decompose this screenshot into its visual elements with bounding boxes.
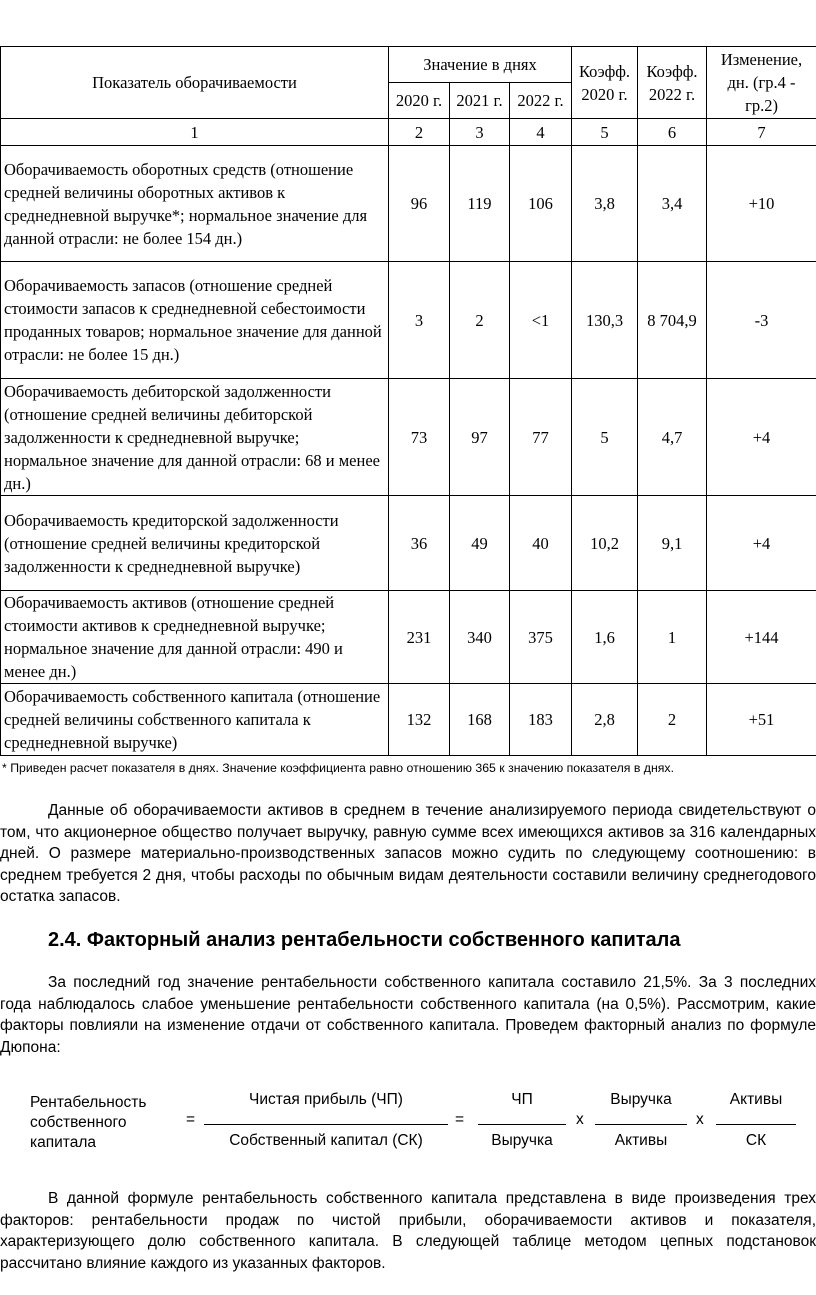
value-cell: 73 bbox=[389, 379, 450, 496]
header-indicator: Показатель оборачиваемости bbox=[1, 47, 389, 119]
value-cell: +51 bbox=[707, 684, 816, 756]
formula-equals: = bbox=[455, 1111, 465, 1128]
value-cell: +4 bbox=[707, 496, 816, 591]
value-cell: <1 bbox=[510, 262, 572, 379]
col-number: 3 bbox=[450, 119, 510, 146]
value-cell: 4,7 bbox=[638, 379, 707, 496]
formula-multiply: x bbox=[576, 1111, 584, 1128]
col-number: 4 bbox=[510, 119, 572, 146]
indicator-cell: Оборачиваемость дебиторской задолженности (отношение средней величины дебиторской задолженности к среднедневной выручке; нормальное значение для данной отрасли: 68 и менее дн.) bbox=[1, 379, 389, 496]
section-heading: 2.4. Факторный анализ рентабельности собственного капитала bbox=[48, 929, 681, 951]
table-row bbox=[1, 684, 816, 756]
header-year-2022: 2022 г. bbox=[510, 83, 572, 119]
fraction-denominator: Собственный капитал (СК) bbox=[229, 1132, 423, 1149]
value-cell: +144 bbox=[707, 591, 816, 684]
value-cell: 97 bbox=[450, 379, 510, 496]
fraction-net-profit-revenue bbox=[478, 1090, 566, 1151]
fraction-net-profit-equity bbox=[204, 1090, 448, 1151]
column-number-row bbox=[1, 119, 816, 146]
col-number: 5 bbox=[572, 119, 638, 146]
col-number: 1 bbox=[1, 119, 389, 146]
value-cell: 119 bbox=[450, 146, 510, 262]
fraction-assets-equity bbox=[716, 1090, 796, 1151]
value-cell: 168 bbox=[450, 684, 510, 756]
header-year-2020: 2020 г. bbox=[389, 83, 450, 119]
table-row bbox=[1, 496, 816, 591]
dupont-formula bbox=[0, 1090, 816, 1160]
fraction-numerator: ЧП bbox=[511, 1091, 533, 1108]
fraction-numerator: Активы bbox=[729, 1091, 783, 1108]
formula-equals: = bbox=[186, 1111, 196, 1128]
fraction-denominator: СК bbox=[745, 1132, 767, 1149]
fraction-denominator: Выручка bbox=[491, 1132, 553, 1149]
value-cell: 106 bbox=[510, 146, 572, 262]
indicator-cell: Оборачиваемость активов (отношение средней стоимости активов к среднедневной выручке; нормальное значение для данной отрасли: 490 и менее дн.) bbox=[1, 591, 389, 684]
value-cell: 130,3 bbox=[572, 262, 638, 379]
header-coef-2022: Коэфф. 2022 г. bbox=[638, 47, 707, 119]
value-cell: 36 bbox=[389, 496, 450, 591]
fraction-bar bbox=[204, 1124, 448, 1125]
value-cell: 9,1 bbox=[638, 496, 707, 591]
fraction-bar bbox=[478, 1124, 566, 1125]
formula-multiply: x bbox=[696, 1111, 704, 1128]
paragraph-roe-intro: За последний год значение рентабельности собственного капитала составило 21,5%. За 3 последних года наблюдалось слабое уменьшение рентабельности собственного капитала (на 0,5%). Рассмотрим, какие факторы повлияли на изменение отдачи от собственного капитала. Проведем факторный анализ по формуле Дюпона: bbox=[0, 974, 816, 1056]
indicator-cell: Оборачиваемость собственного капитала (отношение средней величины собственного капитала к среднедневной выручке) bbox=[1, 684, 389, 756]
value-cell: 8 704,9 bbox=[638, 262, 707, 379]
value-cell: 231 bbox=[389, 591, 450, 684]
value-cell: +10 bbox=[707, 146, 816, 262]
paragraph-formula-explanation: В данной формуле рентабельность собственного капитала представлена в виде произведения трех факторов: рентабельности продаж по чистой прибыли, оборачиваемости активов и показателя, характеризующего долю собственного капитала. В следующей таблице методом цепных подстановок рассчитано влияние каждого из указанных факторов. bbox=[0, 1190, 816, 1272]
indicator-cell: Оборачиваемость запасов (отношение средней стоимости запасов к среднедневной себестоимости проданных товаров; нормальное значение для данной отрасли: не более 15 дн.) bbox=[1, 262, 389, 379]
header-change: Изменение, дн. (гр.4 - гр.2) bbox=[707, 47, 816, 119]
fraction-bar bbox=[716, 1124, 796, 1125]
value-cell: 1 bbox=[638, 591, 707, 684]
header-coef-2020: Коэфф. 2020 г. bbox=[572, 47, 638, 119]
fraction-bar bbox=[595, 1124, 687, 1125]
value-cell: 77 bbox=[510, 379, 572, 496]
paragraph-turnover-summary: Данные об оборачиваемости активов в среднем в течение анализируемого периода свидетельствуют о том, что акционерное общество получает выручку, равную сумме всех имеющихся активов за 316 календарных дней. О размере материально-производственных запасов можно судить по следующему соотношению: в среднем требуется 2 дня, чтобы расходы по обычным видам деятельности составили величину среднегодового остатка запасов. bbox=[0, 802, 816, 905]
value-cell: 3 bbox=[389, 262, 450, 379]
col-number: 7 bbox=[707, 119, 816, 146]
fraction-numerator: Выручка bbox=[610, 1091, 672, 1108]
value-cell: 10,2 bbox=[572, 496, 638, 591]
indicator-cell: Оборачиваемость кредиторской задолженности (отношение средней величины кредиторской задолженности к среднедневной выручке) bbox=[1, 496, 389, 591]
value-cell: 2,8 bbox=[572, 684, 638, 756]
value-cell: 3,4 bbox=[638, 146, 707, 262]
col-number: 6 bbox=[638, 119, 707, 146]
value-cell: 5 bbox=[572, 379, 638, 496]
value-cell: 375 bbox=[510, 591, 572, 684]
value-cell: 340 bbox=[450, 591, 510, 684]
value-cell: -3 bbox=[707, 262, 816, 379]
table-row bbox=[1, 262, 816, 379]
value-cell: 49 bbox=[450, 496, 510, 591]
fraction-numerator: Чистая прибыль (ЧП) bbox=[249, 1091, 403, 1108]
value-cell: 40 bbox=[510, 496, 572, 591]
value-cell: 96 bbox=[389, 146, 450, 262]
header-days-group: Значение в днях bbox=[389, 47, 572, 83]
col-number: 2 bbox=[389, 119, 450, 146]
header-year-2021: 2021 г. bbox=[450, 83, 510, 119]
table-row bbox=[1, 146, 816, 262]
fraction-denominator: Активы bbox=[614, 1132, 668, 1149]
value-cell: 3,8 bbox=[572, 146, 638, 262]
value-cell: 132 bbox=[389, 684, 450, 756]
value-cell: 2 bbox=[638, 684, 707, 756]
fraction-revenue-assets bbox=[595, 1090, 687, 1151]
table-row bbox=[1, 591, 816, 684]
turnover-table bbox=[0, 46, 816, 756]
indicator-cell: Оборачиваемость оборотных средств (отношение средней величины оборотных активов к среднедневной выручке*; нормальное значение для данной отрасли: не более 154 дн.) bbox=[1, 146, 389, 262]
value-cell: +4 bbox=[707, 379, 816, 496]
table-row bbox=[1, 379, 816, 496]
value-cell: 183 bbox=[510, 684, 572, 756]
table-footnote: * Приведен расчет показателя в днях. Значение коэффициента равно отношению 365 к значению показателя в днях. bbox=[2, 761, 674, 775]
formula-lhs: Рентабельность собственного капитала bbox=[30, 1094, 147, 1151]
value-cell: 2 bbox=[450, 262, 510, 379]
value-cell: 1,6 bbox=[572, 591, 638, 684]
